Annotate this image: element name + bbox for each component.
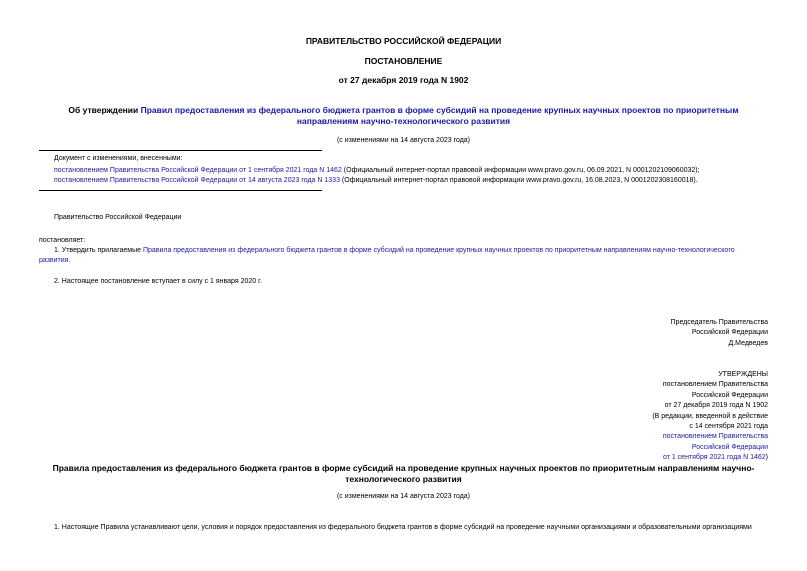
approved-line2: постановлением Правительства <box>662 381 768 389</box>
change-item-1-link[interactable]: постановлением Правительства Российской Федерации от 1 сентября 2021 года N 1462 <box>54 167 342 174</box>
signature-line3: Д.Медведев <box>728 339 768 347</box>
rules-revision-note: (с изменениями на 14 августа 2023 года) <box>336 493 471 500</box>
government-label: Правительство Российской Федерации <box>54 214 182 221</box>
changes-top-rule <box>39 150 322 151</box>
change-item-1 <box>54 166 700 176</box>
approved-link-line7[interactable]: постановлением Правительства <box>662 433 768 441</box>
approved-line5: (В редакции, введенной в действие <box>652 412 768 420</box>
item-1-link-line2[interactable]: развития <box>39 257 69 264</box>
title-link-line1[interactable]: Правил предоставления из федерального бюджета грантов в форме субсидий на проведение крупных научных проектов по приоритетным <box>140 105 739 115</box>
revision-note: (с изменениями на 14 августа 2023 года) <box>336 137 471 144</box>
changes-bottom-rule <box>39 190 322 191</box>
approved-line4: от 27 декабря 2019 года N 1902 <box>664 402 768 410</box>
signature-line2: Российской Федерации <box>691 329 768 337</box>
approved-line3: Российской Федерации <box>691 391 768 399</box>
resolves-label: постановляет: <box>39 237 86 244</box>
item-2: 2. Настоящее постановление вступает в силу с 1 января 2020 г. <box>54 278 262 285</box>
approved-block <box>652 370 768 464</box>
change-item-1-text: (Официальный интернет-портал правовой информации www.pravo.gov.ru, 06.09.2021, N 0001202109060032); <box>341 167 700 174</box>
document-title <box>0 105 807 127</box>
title-link-line2[interactable]: направлениям научно-технологического развития <box>296 116 511 126</box>
date-number: от 27 декабря 2019 года N 1902 <box>338 75 469 85</box>
item-1-line1 <box>54 246 735 256</box>
rules-title <box>0 463 807 485</box>
change-item-2 <box>54 176 698 186</box>
org-heading: ПРАВИТЕЛЬСТВО РОССИЙСКОЙ ФЕДЕРАЦИИ <box>305 36 502 46</box>
change-item-2-text: (Официальный интернет-портал правовой информации www.pravo.gov.ru, 16.08.2023, N 0001202308160018). <box>339 177 698 184</box>
approved-link-line9[interactable]: от 1 сентября 2021 года N 1462 <box>662 454 766 462</box>
item-1-prefix: 1. Утвердить прилагаемые <box>54 247 143 254</box>
title-prefix: Об утверждении <box>68 105 141 115</box>
changes-intro: Документ с изменениями, внесенными: <box>54 155 183 162</box>
approved-line6: с 14 сентября 2021 года <box>689 423 768 431</box>
signature-line1: Председатель Правительства <box>670 319 768 326</box>
rules-title-line1: Правила предоставления из федерального бюджета грантов в форме субсидий на проведение крупных научных проектов по приоритетным направлениям научно- <box>52 463 755 473</box>
approved-link-line8[interactable]: Российской Федерации <box>691 443 768 451</box>
doc-type-heading: ПОСТАНОВЛЕНИЕ <box>364 56 443 66</box>
item-1-link-line1[interactable]: Правила предоставления из федерального бюджета грантов в форме субсидий на проведение крупных научных проектов по приоритетным направлениям научно-технологического <box>142 247 735 254</box>
change-item-2-link[interactable]: постановлением Правительства Российской Федерации от 14 августа 2023 года N 1333 <box>54 177 340 184</box>
item-1-suffix: . <box>68 257 71 264</box>
signature-block <box>671 318 768 349</box>
approved-line1: УТВЕРЖДЕНЫ <box>718 371 768 378</box>
item-1-line2 <box>39 256 70 266</box>
rules-item-1: 1. Настоящие Правила устанавливают цели, условия и порядок предоставления из федерального бюджета грантов в форме субсидий на проведение научными организациями и образовательными организациями <box>54 524 752 531</box>
rules-title-line2: технологического развития <box>345 474 462 484</box>
approved-line9-suffix: ) <box>765 454 768 462</box>
